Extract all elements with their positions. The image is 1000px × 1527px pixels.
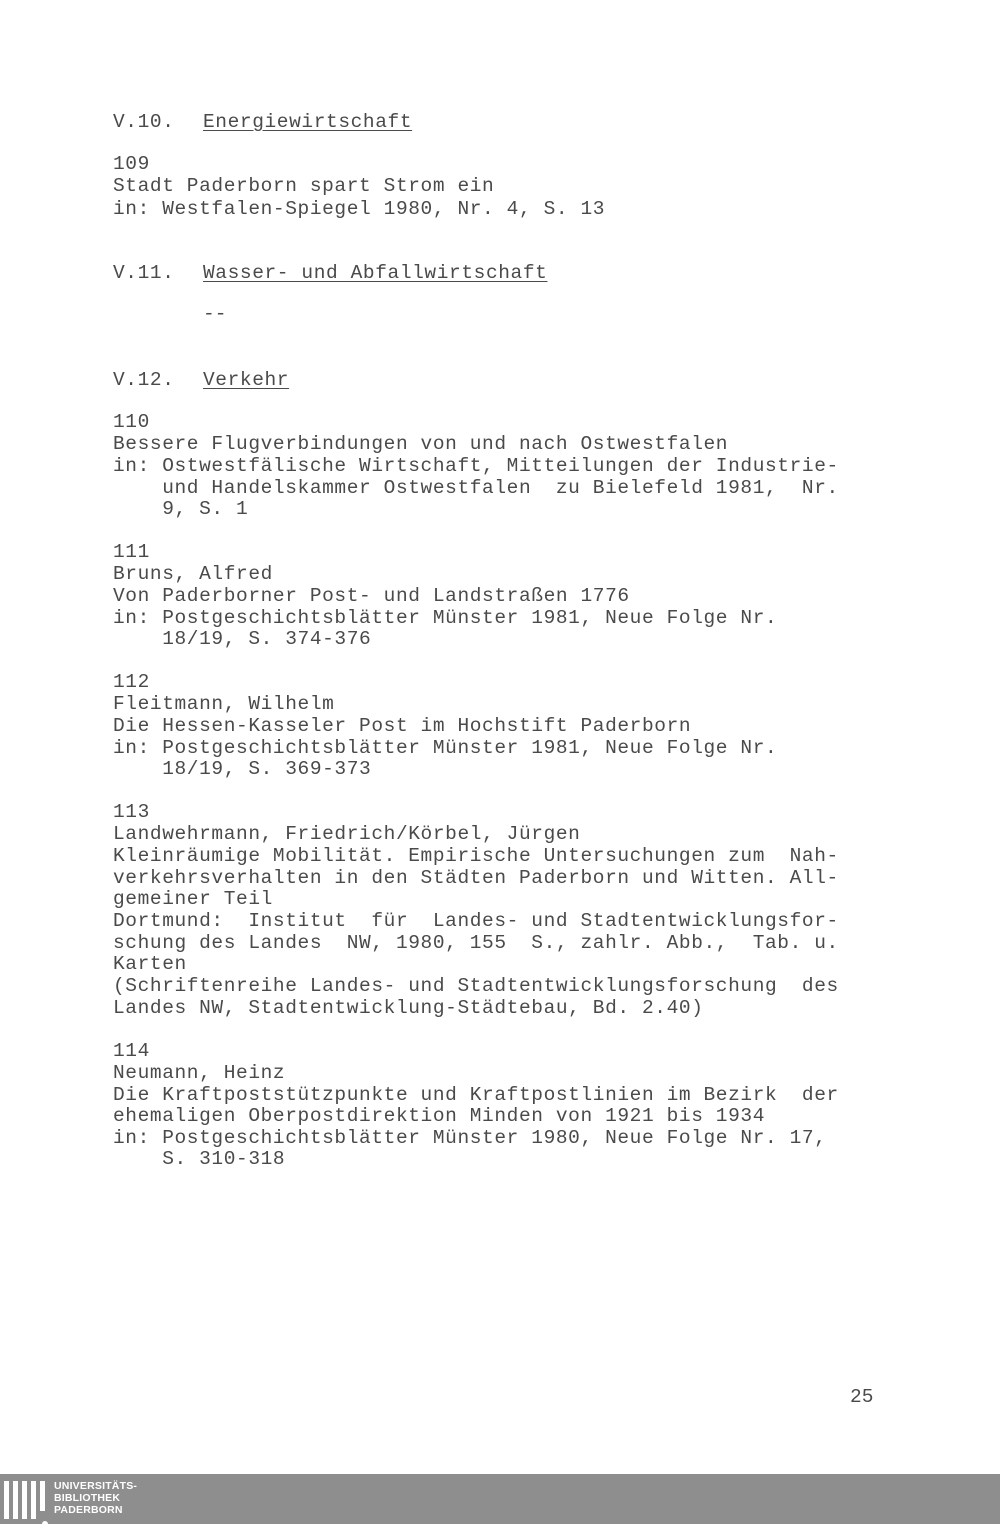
section-title: Verkehr [203,369,290,391]
section-number: V.11. [113,262,175,284]
entry-line: schung des Landes NW, 1980, 155 S., zahlr. Abb., Tab. u. [113,932,839,954]
section-title: Energiewirtschaft [203,111,413,133]
library-logo-text [54,1480,137,1516]
entry-line: in: Postgeschichtsblätter Münster 1981, Neue Folge Nr. [113,607,778,629]
empty-section-placeholder: -- [203,303,227,325]
logo-line: UNIVERSITÄTS- [54,1480,138,1492]
library-footer-bar [0,1474,1000,1524]
entry-line: Karten [113,953,187,975]
entry-line: S. 310-318 [113,1148,286,1170]
entry-line: Bruns, Alfred [113,563,273,585]
entry-line: verkehrsverhalten in den Städten Paderborn und Witten. All- [113,867,839,889]
section-title: Wasser- und Abfallwirtschaft [203,262,548,284]
entry-line: in: Ostwestfälische Wirtschaft, Mitteilungen der Industrie- [113,455,839,477]
entry-line: Landwehrmann, Friedrich/Körbel, Jürgen [113,823,581,845]
entry-line: 18/19, S. 374-376 [113,628,372,650]
entry-line: in: Westfalen-Spiegel 1980, Nr. 4, S. 13 [113,198,606,220]
section-number: V.10. [113,111,175,133]
entry-line: Die Kraftpoststützpunkte und Kraftpostlinien im Bezirk der [113,1084,839,1106]
entry-number: 110 [113,411,150,433]
entry-line: Fleitmann, Wilhelm [113,693,335,715]
entry-number: 109 [113,153,150,175]
entry-line: Neumann, Heinz [113,1062,286,1084]
entry-line: in: Postgeschichtsblätter Münster 1981, Neue Folge Nr. [113,737,778,759]
entry-line: Stadt Paderborn spart Strom ein [113,175,495,197]
entry-line: Dortmund: Institut für Landes- und Stadtentwicklungsfor- [113,910,839,932]
entry-line: Von Paderborner Post- und Landstraßen 1776 [113,585,630,607]
page-number: 25 [850,1386,874,1408]
entry-line: 18/19, S. 369-373 [113,758,372,780]
entry-number: 114 [113,1040,150,1062]
entry-line: Kleinräumige Mobilität. Empirische Untersuchungen zum Nah- [113,845,839,867]
section-number: V.12. [113,369,175,391]
entry-number: 112 [113,671,150,693]
entry-number: 113 [113,801,150,823]
entry-line: (Schriftenreihe Landes- und Stadtentwicklungsforschung des [113,975,839,997]
entry-line: 9, S. 1 [113,498,249,520]
entry-line: in: Postgeschichtsblätter Münster 1980, Neue Folge Nr. 17, [113,1127,827,1149]
entry-line: Bessere Flugverbindungen von und nach Ostwestfalen [113,433,729,455]
entry-number: 111 [113,541,150,563]
entry-line: Die Hessen-Kasseler Post im Hochstift Paderborn [113,715,692,737]
logo-line: BIBLIOTHEK [54,1492,121,1504]
entry-line: gemeiner Teil [113,888,273,910]
library-logo-icon [4,1481,48,1519]
entry-line: und Handelskammer Ostwestfalen zu Bielefeld 1981, Nr. [113,477,839,499]
entry-line: Landes NW, Stadtentwicklung-Städtebau, Bd. 2.40) [113,997,704,1019]
logo-line: PADERBORN [54,1504,123,1516]
entry-line: ehemaligen Oberpostdirektion Minden von 1921 bis 1934 [113,1105,766,1127]
